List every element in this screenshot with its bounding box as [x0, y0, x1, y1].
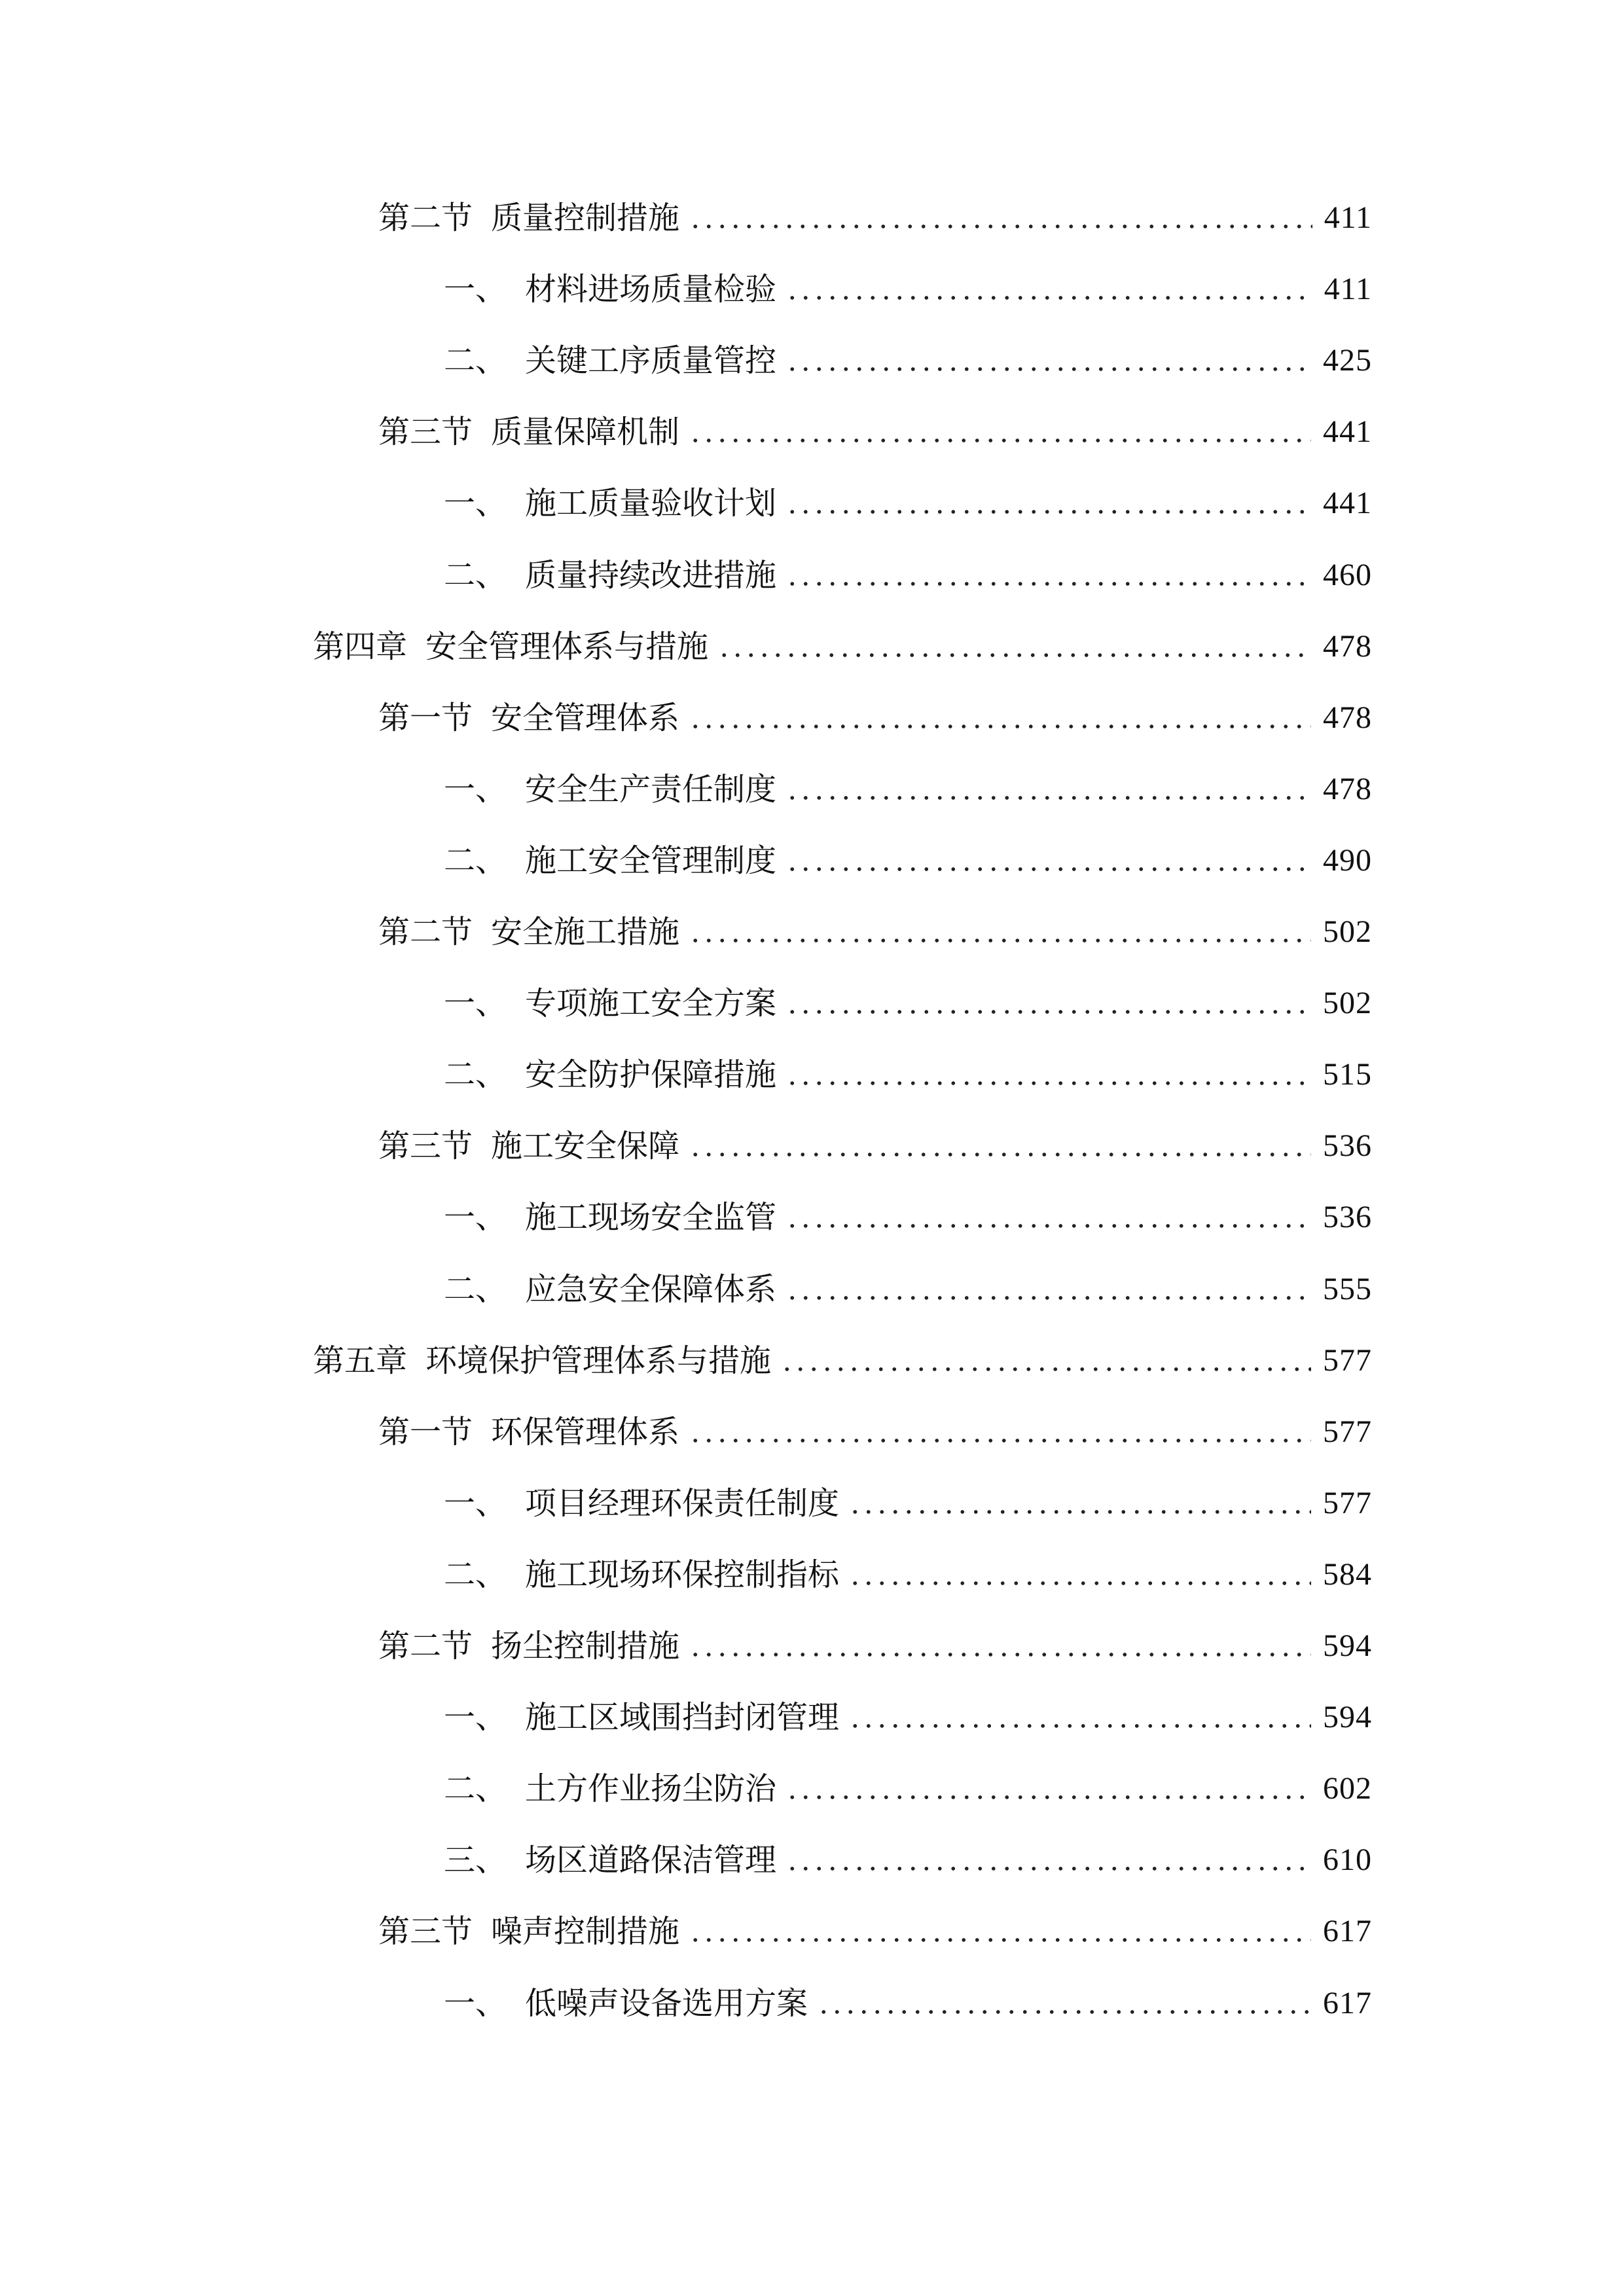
- toc-entry-page-number: 577: [1323, 1485, 1372, 1520]
- toc-entry-chapter[interactable]: [313, 620, 1372, 673]
- toc-entry-page-number: 411: [1324, 200, 1372, 235]
- toc-entry-item[interactable]: [444, 1977, 1372, 2030]
- toc-entry-number: 第二节: [378, 200, 473, 236]
- toc-dot-leader: [785, 1763, 1311, 1815]
- toc-entry-section[interactable]: [378, 1905, 1372, 1958]
- toc-entry-number: 一、: [444, 1484, 507, 1522]
- toc-entry-item[interactable]: [444, 263, 1372, 315]
- toc-dot-leader: [689, 192, 1312, 244]
- toc-dot-leader: [689, 1406, 1311, 1458]
- toc-dot-leader: [785, 1263, 1311, 1316]
- toc-entry-title: 关键工序质量管控: [525, 342, 777, 380]
- toc-entry-item[interactable]: [444, 763, 1372, 816]
- toc-entry-title: 噪声控制措施: [491, 1913, 680, 1950]
- toc-entry-item[interactable]: [444, 1549, 1372, 1601]
- toc-entry-section[interactable]: [378, 1620, 1372, 1672]
- toc-entry-chapter[interactable]: [313, 1335, 1372, 1387]
- toc-entry-title: 质量持续改进措施: [525, 556, 777, 594]
- toc-dot-leader: [689, 1905, 1311, 1958]
- toc-entry-item[interactable]: [444, 334, 1372, 387]
- toc-entry-number: 二、: [444, 1556, 507, 1593]
- toc-entry-number: 一、: [444, 485, 507, 522]
- toc-entry-title: 材料进场质量检验: [525, 271, 777, 308]
- toc-entry-title: 质量保障机制: [491, 414, 680, 451]
- toc-entry-title: 环保管理体系: [491, 1413, 680, 1450]
- toc-entry-item[interactable]: [444, 477, 1372, 529]
- toc-dot-leader: [785, 977, 1311, 1030]
- toc-entry-title: 安全管理体系与措施: [425, 628, 709, 665]
- toc-entry-number: 第一节: [378, 699, 473, 736]
- toc-entry-number: 二、: [444, 342, 507, 380]
- toc-entry-item[interactable]: [444, 1691, 1372, 1744]
- toc-entry-page-number: 610: [1323, 1842, 1372, 1878]
- toc-dot-leader: [785, 334, 1311, 387]
- toc-entry-title: 应急安全保障体系: [525, 1270, 777, 1308]
- toc-entry-number: 二、: [444, 556, 507, 594]
- toc-entry-title: 施工现场环保控制指标: [525, 1556, 840, 1593]
- toc-entry-item[interactable]: [444, 1191, 1372, 1244]
- toc-entry-title: 安全管理体系: [491, 699, 680, 736]
- toc-entry-number: 一、: [444, 271, 507, 308]
- toc-dot-leader: [689, 1120, 1311, 1172]
- toc-dot-leader: [785, 263, 1312, 315]
- toc-entry-page-number: 536: [1323, 1128, 1372, 1164]
- toc-entry-title: 场区道路保洁管理: [525, 1842, 777, 1879]
- toc-entry-number: 第三节: [378, 414, 473, 451]
- toc-entry-page-number: 478: [1323, 628, 1372, 664]
- toc-entry-page-number: 602: [1323, 1771, 1372, 1806]
- toc-entry-item[interactable]: [444, 834, 1372, 887]
- toc-dot-leader: [817, 1977, 1311, 2030]
- toc-entry-title: 施工安全管理制度: [525, 842, 777, 879]
- toc-entry-title: 扬尘控制措施: [491, 1628, 680, 1664]
- toc-dot-leader: [689, 692, 1311, 744]
- toc-entry-number: 第二节: [378, 1628, 473, 1664]
- toc-dot-leader: [689, 906, 1311, 958]
- toc-entry-page-number: 617: [1323, 1914, 1372, 1949]
- toc-entry-section[interactable]: [378, 692, 1372, 744]
- toc-dot-leader: [785, 549, 1311, 601]
- toc-entry-page-number: 441: [1323, 486, 1372, 521]
- toc-entry-page-number: 515: [1323, 1057, 1372, 1092]
- toc-entry-page-number: 584: [1323, 1556, 1372, 1592]
- toc-entry-number: 一、: [444, 770, 507, 808]
- toc-entry-number: 一、: [444, 1199, 507, 1236]
- toc-entry-section[interactable]: [378, 192, 1372, 244]
- toc-entry-page-number: 460: [1323, 557, 1372, 592]
- toc-entry-item[interactable]: [444, 1049, 1372, 1101]
- toc-entry-page-number: 617: [1323, 1985, 1372, 2020]
- toc-entry-page-number: 577: [1323, 1342, 1372, 1378]
- toc-dot-leader: [689, 1620, 1311, 1672]
- toc-entry-number: 第二节: [378, 914, 473, 950]
- toc-entry-page-number: 555: [1323, 1271, 1372, 1306]
- toc-dot-leader: [717, 620, 1311, 673]
- toc-entry-number: 二、: [444, 1270, 507, 1308]
- toc-entry-page-number: 490: [1323, 842, 1372, 878]
- toc-entry-title: 项目经理环保责任制度: [525, 1484, 840, 1522]
- toc-entry-page-number: 502: [1323, 914, 1372, 949]
- toc-entry-number: 二、: [444, 1056, 507, 1094]
- toc-entry-number: 二、: [444, 1770, 507, 1808]
- toc-entry-page-number: 594: [1323, 1700, 1372, 1735]
- toc-entry-page-number: 536: [1323, 1200, 1372, 1235]
- toc-entry-number: 第三节: [378, 1913, 473, 1950]
- toc-entry-title: 低噪声设备选用方案: [525, 1984, 808, 2022]
- toc-entry-page-number: 478: [1323, 771, 1372, 806]
- toc-entry-item[interactable]: [444, 549, 1372, 601]
- toc-dot-leader: [848, 1691, 1311, 1744]
- toc-entry-page-number: 425: [1323, 343, 1372, 378]
- toc-entry-number: 第三节: [378, 1128, 473, 1165]
- toc-dot-leader: [780, 1335, 1311, 1387]
- toc-dot-leader: [785, 1191, 1311, 1244]
- toc-dot-leader: [785, 477, 1311, 529]
- toc-entry-section[interactable]: [378, 1406, 1372, 1458]
- toc-entry-number: 第一节: [378, 1413, 473, 1450]
- toc-entry-title: 施工质量验收计划: [525, 485, 777, 522]
- toc-entry-title: 施工安全保障: [491, 1128, 680, 1165]
- toc-entry-number: 一、: [444, 985, 507, 1022]
- toc-entry-page-number: 577: [1323, 1414, 1372, 1449]
- toc-entry-page-number: 441: [1323, 414, 1372, 450]
- toc-entry-title: 施工现场安全监管: [525, 1199, 777, 1236]
- toc-entry-title: 专项施工安全方案: [525, 985, 777, 1022]
- toc-entry-item[interactable]: [444, 1763, 1372, 1815]
- toc-entry-title: 安全防护保障措施: [525, 1056, 777, 1094]
- toc-dot-leader: [785, 1834, 1311, 1886]
- toc-entry-title: 安全施工措施: [491, 914, 680, 950]
- toc-entry-section[interactable]: [378, 406, 1372, 458]
- toc-entry-item[interactable]: [444, 977, 1372, 1030]
- toc-entry-number: 一、: [444, 1984, 507, 2022]
- toc-entry-page-number: 478: [1323, 700, 1372, 735]
- toc-entry-item[interactable]: [444, 1263, 1372, 1316]
- toc-dot-leader: [785, 1049, 1311, 1101]
- toc-entry-section[interactable]: [378, 906, 1372, 958]
- toc-entry-title: 施工区域围挡封闭管理: [525, 1699, 840, 1736]
- toc-entry-number: 一、: [444, 1699, 507, 1736]
- toc-entry-title: 环境保护管理体系与措施: [425, 1342, 772, 1379]
- toc-entry-page-number: 411: [1324, 272, 1372, 307]
- toc-entry-title: 土方作业扬尘防治: [525, 1770, 777, 1808]
- toc-entry-item[interactable]: [444, 1477, 1372, 1530]
- toc-dot-leader: [785, 834, 1311, 887]
- toc-entry-title: 安全生产责任制度: [525, 770, 777, 808]
- toc-entry-section[interactable]: [378, 1120, 1372, 1172]
- toc-entry-item[interactable]: [444, 1834, 1372, 1886]
- toc-entry-number: 第四章: [313, 628, 408, 665]
- toc-entry-page-number: 594: [1323, 1628, 1372, 1663]
- toc-entry-number: 三、: [444, 1842, 507, 1879]
- toc-entry-number: 二、: [444, 842, 507, 879]
- toc-dot-leader: [848, 1477, 1311, 1530]
- toc-dot-leader: [785, 763, 1311, 816]
- toc-entry-title: 质量控制措施: [491, 200, 680, 236]
- toc-entry-page-number: 502: [1323, 986, 1372, 1021]
- toc-dot-leader: [848, 1549, 1311, 1601]
- toc-entry-number: 第五章: [313, 1342, 408, 1379]
- toc-dot-leader: [689, 406, 1311, 458]
